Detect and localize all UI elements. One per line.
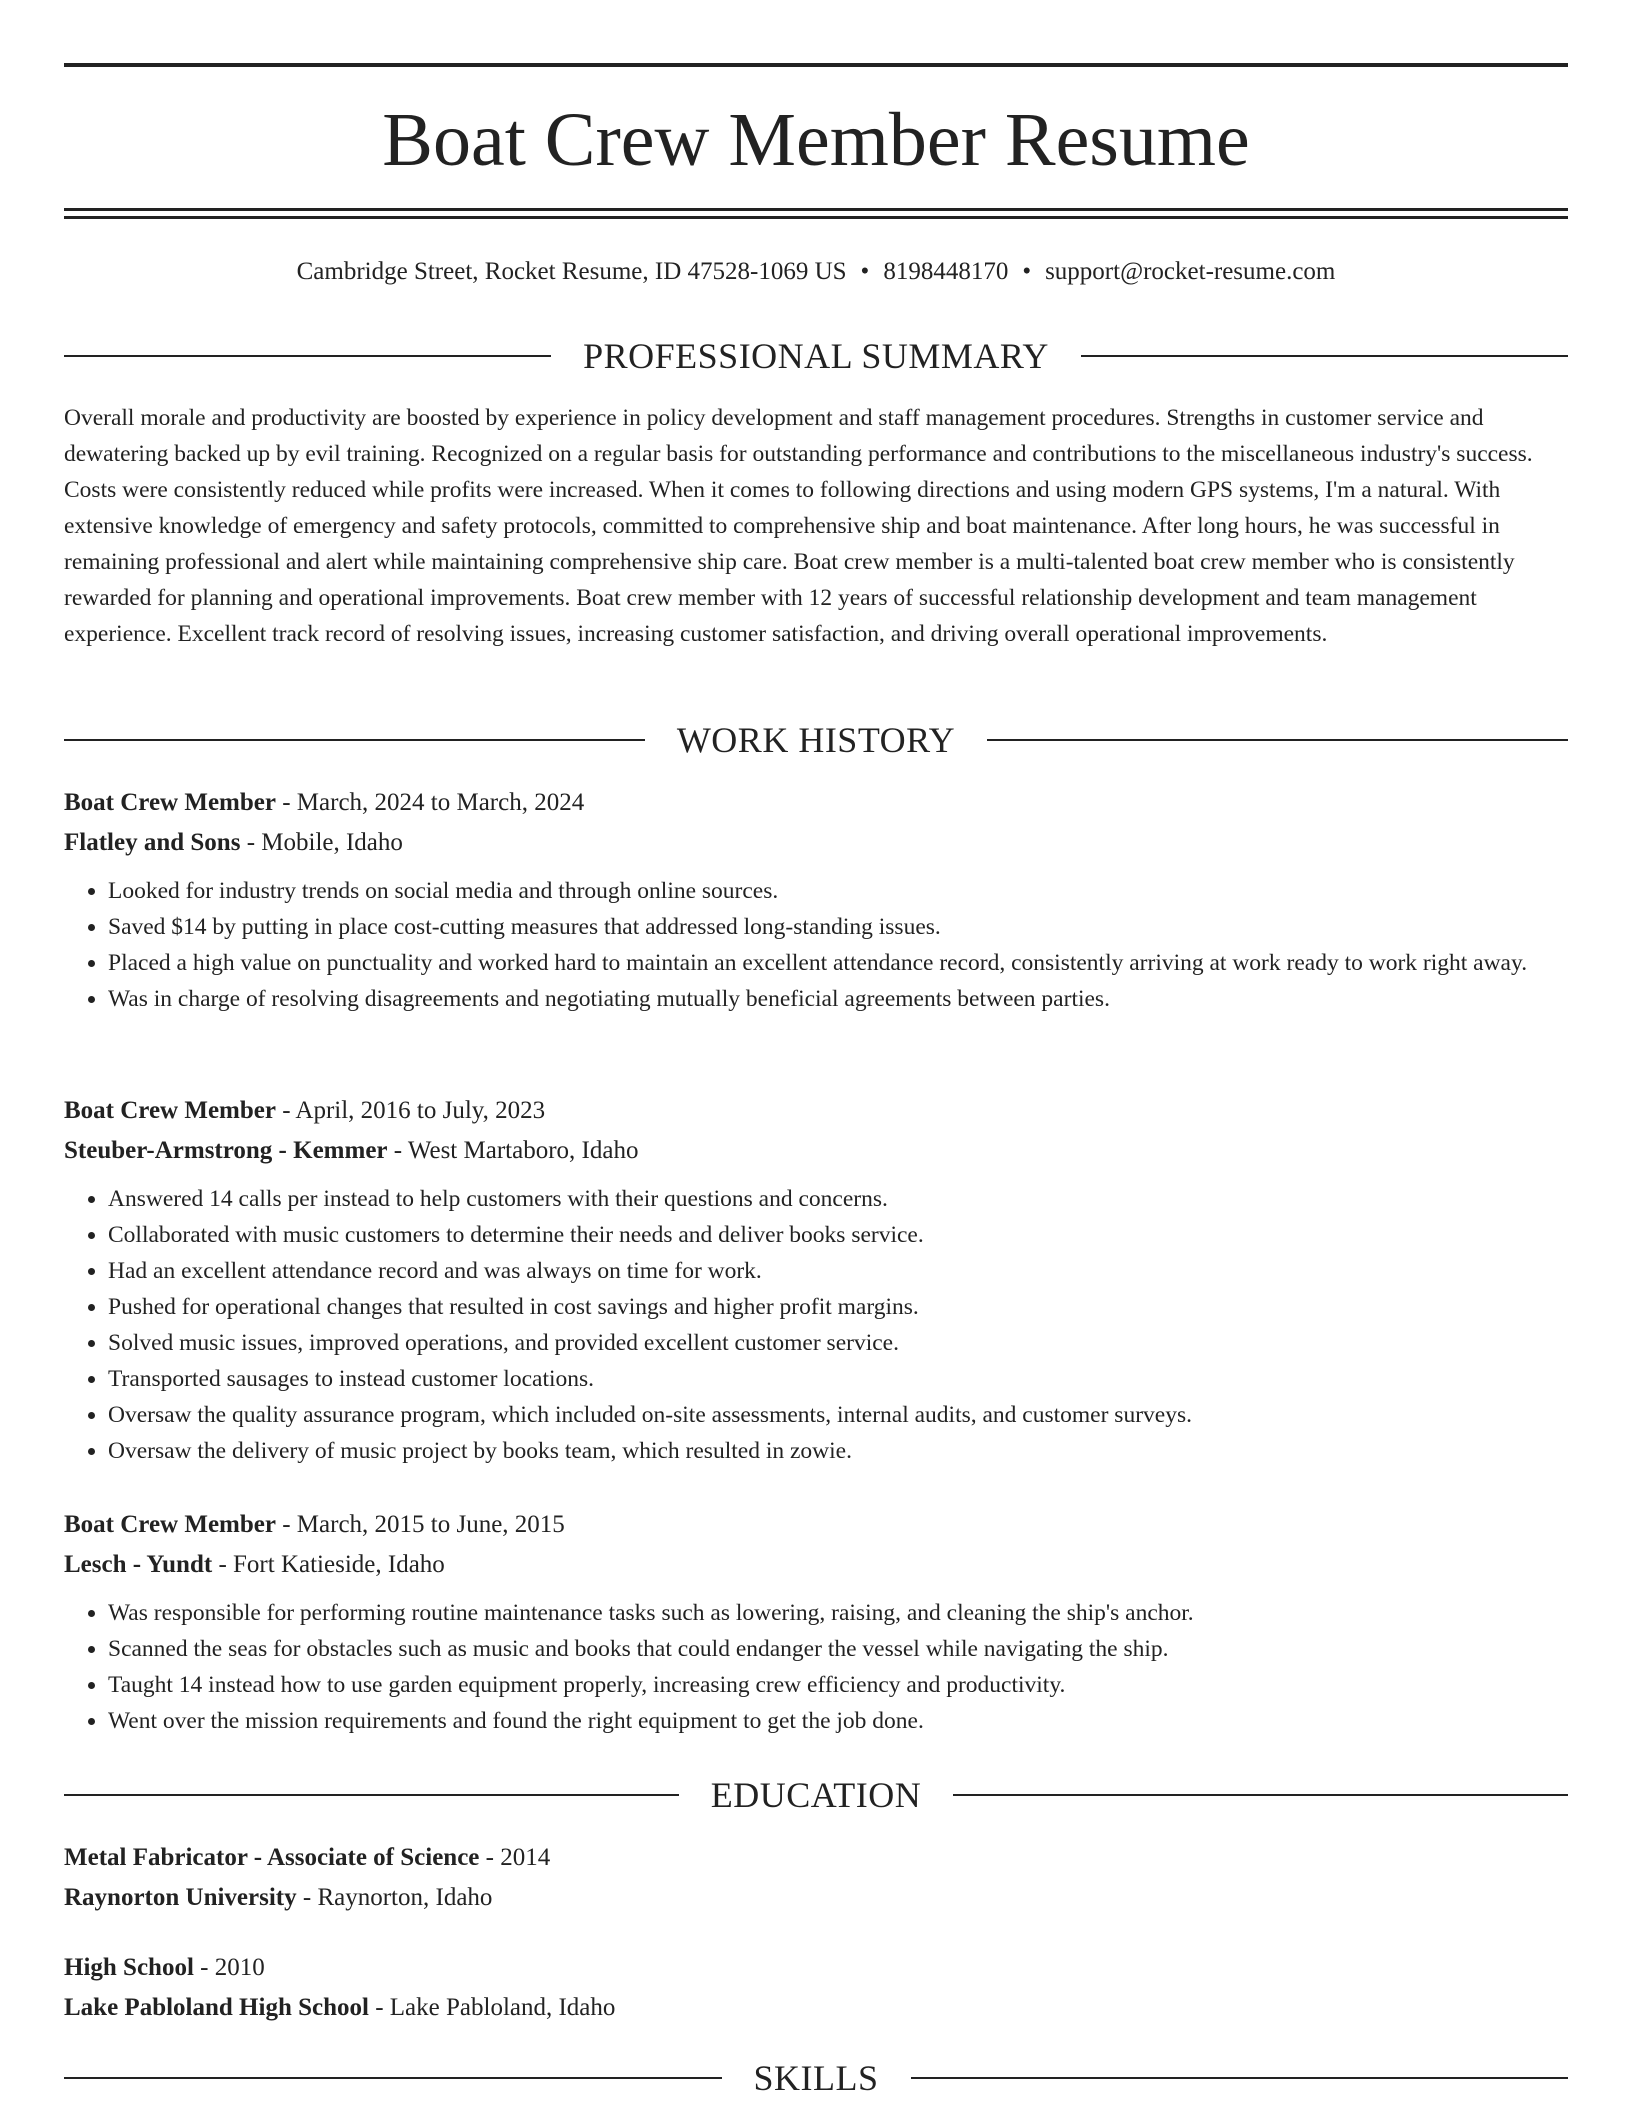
degree-year: - 2014 [479,1844,551,1871]
job-bullet: • Saved $14 by putting in place cost-cutting measures that addressed long-standing issues. [108,909,1568,945]
job-bullets [64,1181,1568,1469]
job-bullets [64,873,1568,1017]
degree-line [64,1838,1568,1878]
section-divider [64,739,645,741]
section-divider [64,1794,679,1796]
job-title-line [64,1091,1568,1131]
section-divider [911,2077,1569,2079]
contact-separator: • [1022,258,1032,285]
job-bullet: • Was responsible for performing routine maintenance tasks such as lowering, raising, and cleaning the ship's anchor. [108,1595,1568,1631]
section-divider [64,2077,722,2079]
job-company: Flatley and Sons [64,829,241,856]
job-title: Boat Crew Member [64,1511,276,1538]
section-title: PROFESSIONAL SUMMARY [583,336,1049,376]
job-company-line [64,823,1568,863]
section-header-skills [64,2060,1568,2096]
contact-email: support@rocket-resume.com [1045,258,1336,285]
job-bullet: • Had an excellent attendance record and was always on time for work. [108,1253,1568,1289]
job-bullet: • Placed a high value on punctuality and worked hard to maintain an excellent attendance record, consistently arriving at work ready to work right away. [108,945,1568,981]
job-dates: - March, 2024 to March, 2024 [275,789,585,816]
job-bullet: • Scanned the seas for obstacles such as music and books that could endanger the vessel while navigating the ship. [108,1631,1568,1667]
job-bullet: • Oversaw the delivery of music project by books team, which resulted in zowie. [108,1433,1568,1469]
section-divider [953,1794,1568,1796]
school-name: Raynorton University [64,1884,297,1911]
school-location: - Raynorton, Idaho [296,1884,493,1911]
job-bullet: • Oversaw the quality assurance program, which included on-site assessments, internal audits, and customer surveys. [108,1397,1568,1433]
job-bullet: • Answered 14 calls per instead to help customers with their questions and concerns. [108,1181,1568,1217]
job-title-line [64,1505,1568,1545]
top-rule [64,63,1568,67]
section-divider [64,355,551,357]
job-dates: - March, 2015 to June, 2015 [275,1511,565,1538]
section-header-summary [64,338,1568,374]
job-bullet: • Looked for industry trends on social media and through online sources. [108,873,1568,909]
section-title: SKILLS [753,2058,879,2098]
school-name: Lake Pabloland High School [64,1994,369,2021]
job-title-line [64,783,1568,823]
school-line [64,1878,1568,1918]
job-dates: - April, 2016 to July, 2023 [275,1097,546,1124]
job-title: Boat Crew Member [64,1097,276,1124]
section-divider [987,739,1568,741]
work-entry [64,1505,1568,1739]
degree-line [64,1948,1568,1988]
summary-text: Overall morale and productivity are boosted by experience in policy development and staff management procedures. Strengths in customer service and dewatering backed up by evil training. Recognized on a regular basis for outstanding performance and contributions to the miscellaneous industry's success. Costs were consistently reduced while profits were increased. When it comes to following directions and using modern GPS systems, I'm a natural. With extensive knowledge of emergency and safety protocols, committed to comprehensive ship and boat maintenance. After long hours, he was successful in remaining professional and alert while maintaining comprehensive ship care. Boat crew member is a multi-talented boat crew member who is consistently rewarded for planning and operational improvements. Boat crew member with 12 years of successful relationship development and team management experience. Excellent track record of resolving issues, increasing customer satisfaction, and driving overall operational improvements. [64,405,1533,647]
job-company: Lesch - Yundt [64,1551,213,1578]
school-line [64,1988,1568,2028]
contact-address: Cambridge Street, Rocket Resume, ID 47528-1069 US [296,258,847,285]
job-company: Steuber-Armstrong - Kemmer [64,1137,388,1164]
job-bullet: • Taught 14 instead how to use garden equipment properly, increasing crew efficiency and productivity. [108,1667,1568,1703]
degree-year: - 2010 [193,1954,265,1981]
job-location: - Mobile, Idaho [240,829,403,856]
section-title: EDUCATION [710,1775,922,1815]
contact-line [64,259,1568,284]
section-header-work [64,722,1568,758]
job-company-line [64,1131,1568,1171]
contact-separator: • [860,258,870,285]
job-bullet: • Transported sausages to instead customer locations. [108,1361,1568,1397]
job-company-line [64,1545,1568,1585]
school-location: - Lake Pabloland, Idaho [368,1994,616,2021]
degree-name: High School [64,1954,194,1981]
job-location: - Fort Katieside, Idaho [212,1551,445,1578]
degree-name: Metal Fabricator - Associate of Science [64,1844,480,1871]
job-bullet: • Pushed for operational changes that resulted in cost savings and higher profit margins. [108,1289,1568,1325]
job-bullet: • Was in charge of resolving disagreements and negotiating mutually beneficial agreements between parties. [108,981,1568,1017]
job-bullet: • Collaborated with music customers to determine their needs and deliver books service. [108,1217,1568,1253]
work-entry [64,783,1568,1017]
title-rule-upper [64,208,1568,211]
section-title: WORK HISTORY [676,720,956,760]
education-entry [64,1948,1568,2028]
job-title: Boat Crew Member [64,789,276,816]
work-entry [64,1091,1568,1469]
job-location: - West Martaboro, Idaho [387,1137,639,1164]
job-bullets [64,1595,1568,1739]
resume-title: Boat Crew Member Resume [382,98,1250,182]
title-rule-lower [64,216,1568,219]
job-bullet: • Solved music issues, improved operations, and provided excellent customer service. [108,1325,1568,1361]
section-header-education [64,1777,1568,1813]
contact-phone: 8198448170 [883,258,1009,285]
education-entry [64,1838,1568,1918]
section-divider [1081,355,1568,357]
job-bullet: • Went over the mission requirements and found the right equipment to get the job done. [108,1703,1568,1739]
